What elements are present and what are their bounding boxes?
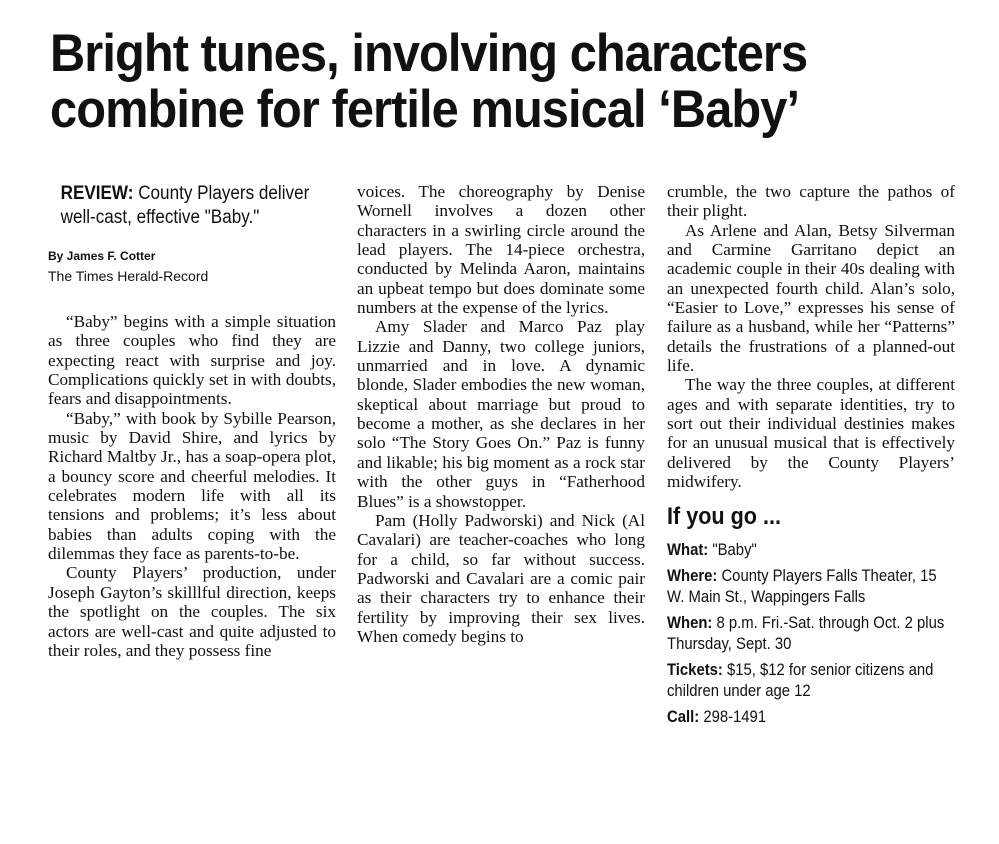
paragraph: Amy Slader and Marco Paz play Lizzie and Danny, two college juniors, unmarried and in love. A dynamic blonde, Slader embodies the new woman, skeptical about marriage but proud to become a mother, as she declares in her solo “The Story Goes On.” Paz is funny and likable; his big moment as a rock star with the other guys in “Fatherhood Blues” is a showstopper. bbox=[357, 317, 645, 511]
paragraph: “Baby” begins with a simple situation as three couples who find they are expecting react with surprise and joy. Complications quickly set in with doubts, fears and disappointments. bbox=[48, 312, 336, 409]
paragraph-continued: crumble, the two capture the pathos of their plight. bbox=[667, 182, 955, 221]
byline-publication: The Times Herald-Record bbox=[48, 268, 209, 284]
paragraph: “Baby,” with book by Sybille Pearson, music by David Shire, and lyrics by Richard Maltby Jr., has a soap-opera plot, a bouncy score and cheerful melodies. It celebrates modern life with all its tensions and problems; it’s less about babies than adults coping with the dilemmas they face as parents-to-be. bbox=[48, 408, 336, 564]
paragraph: Pam (Holly Padworski) and Nick (Al Cavalari) are teacher-coaches who long for a child, so far without success. Padworski and Cavalari are a comic pair as their characters try to enhance their fertility by improving their sex lives. When comedy begins to bbox=[357, 510, 645, 646]
info-when bbox=[667, 613, 951, 654]
byline-author: By James F. Cotter bbox=[48, 249, 156, 263]
deck-kicker: REVIEW: bbox=[60, 183, 134, 204]
info-value: 298-1491 bbox=[699, 708, 767, 726]
paragraph: The way the three couples, at different ages and with separate identities, try to sort out their individual destinies makes for an unusual musical that is effectively delivered by the County Players’ midwifery. bbox=[667, 375, 955, 492]
paragraph-continued: voices. The choreography by Denise Wornell involves a dozen other characters in a swirling circle around the lead players. The 14-piece orchestra, conducted by Melinda Aaron, maintains an upbeat tempo but does dominate some numbers at the expense of the lyrics. bbox=[357, 182, 645, 318]
deck-text: County Players deliver well-cast, effective "Baby." bbox=[60, 183, 310, 228]
info-label: Where: bbox=[667, 567, 718, 585]
paragraph: As Arlene and Alan, Betsy Silverman and Carmine Garritano depict an academic couple in their 40s dealing with an unexpected fourth child. Alan’s solo, “Easier to Love,” expresses his sense of failure as a husband, while her “Patterns” details the frustrations of a planned-out life. bbox=[667, 220, 955, 376]
info-tickets bbox=[667, 660, 951, 701]
info-where bbox=[667, 566, 951, 607]
article-column-1 bbox=[48, 182, 336, 660]
deck bbox=[48, 182, 331, 230]
info-label: What: bbox=[667, 540, 709, 559]
info-value: $15, $12 for senior citizens and children under age 12 bbox=[667, 661, 934, 700]
info-label: When: bbox=[667, 614, 713, 632]
column-1-body bbox=[48, 312, 336, 660]
info-label: Call: bbox=[667, 708, 700, 726]
headline: Bright tunes, involving characters combine for fertile musical ‘Baby’ bbox=[50, 24, 808, 139]
info-label: Tickets: bbox=[667, 661, 723, 679]
info-value: "Baby" bbox=[708, 540, 757, 559]
info-box-title: If you go ... bbox=[667, 502, 781, 530]
paragraph: County Players’ production, under Joseph Gayton’s skilllful direction, keeps the spotlight on the couples. The six actors are well-cast and quite adjusted to their roles, and they possess fine bbox=[48, 563, 336, 660]
info-call bbox=[667, 707, 951, 728]
byline bbox=[48, 246, 336, 286]
info-value: 8 p.m. Fri.-Sat. through Oct. 2 plus Thursday, Sept. 30 bbox=[667, 614, 945, 653]
info-box bbox=[667, 502, 955, 728]
article-column-2 bbox=[357, 182, 645, 646]
info-value: County Players Falls Theater, 15 W. Main St., Wappingers Falls bbox=[667, 567, 937, 606]
article-column-3 bbox=[667, 182, 955, 734]
info-what bbox=[667, 540, 951, 561]
